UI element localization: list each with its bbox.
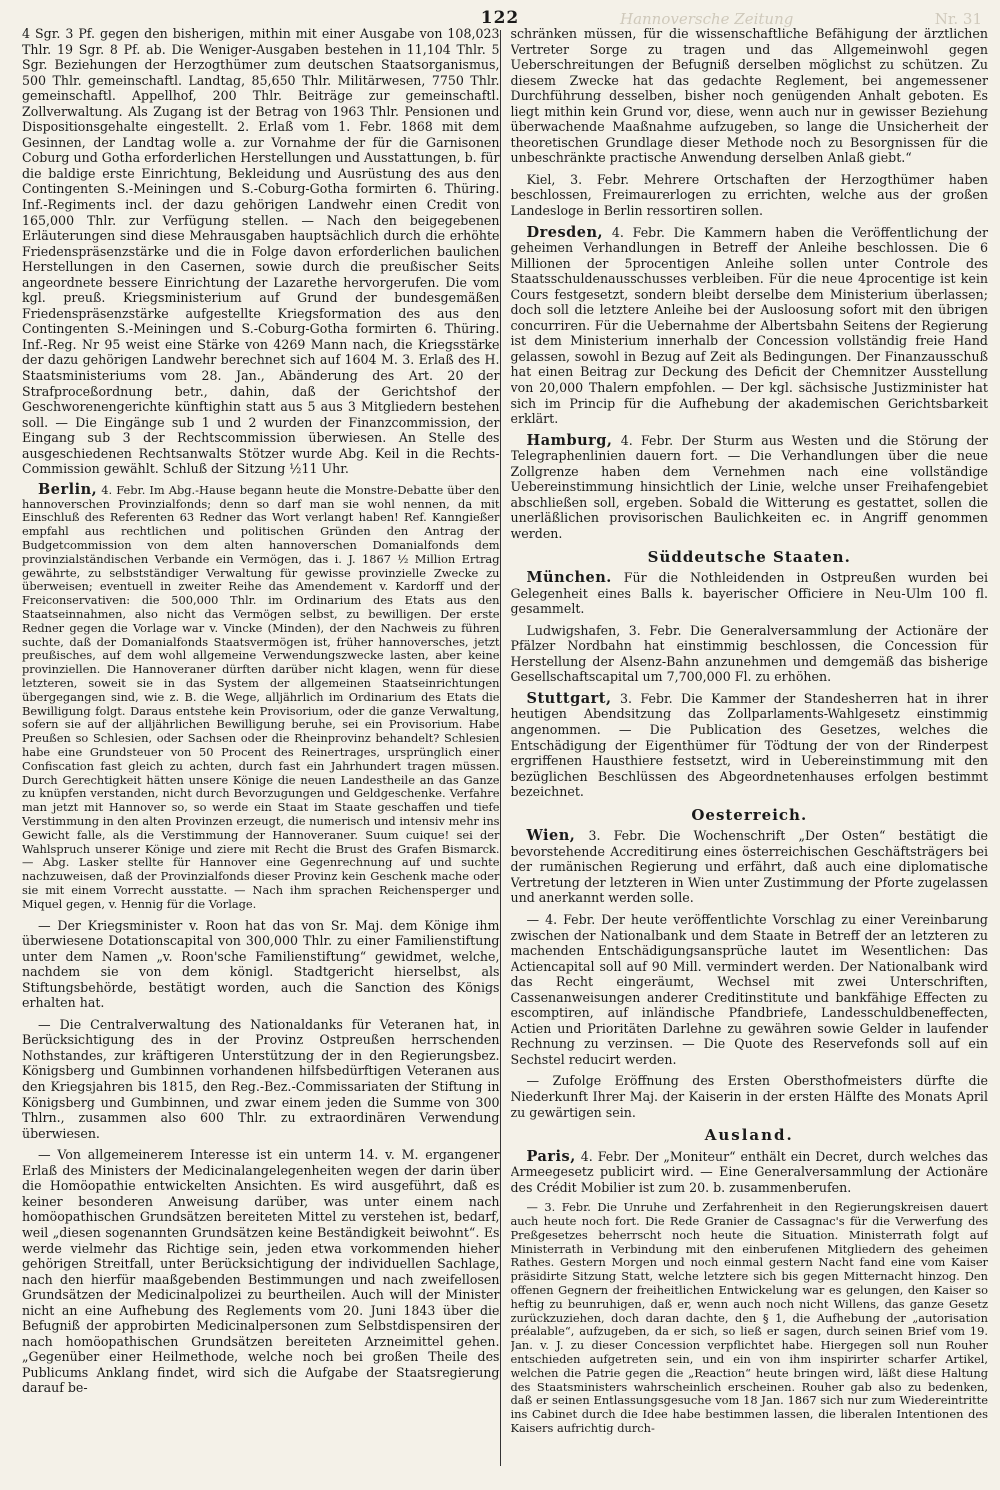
faded-masthead: Hannoversche Zeitung: [620, 10, 794, 28]
article-paris-politics: [511, 1201, 989, 1436]
dateline-wien: Wien,: [526, 827, 576, 845]
article-stuttgart: [511, 691, 989, 800]
article-muenchen: [511, 570, 989, 617]
hamburg-text: 4. Febr. Der Sturm aus Westen und die Störung der Telegraphenlinien dauern fort. — Die Verhandlungen über die neue Zollgrenze haben dem Vernehmen nach eine vollständige Uebereinstimmung hinsichtlich der Linie, welche unser Freihafengebiet abschließen soll, ergeben. Sobald die Witterung es gestattet, sollen die unerläßlichen provisorischen Baulichkeiten ec. in Angriff genommen werden.: [510, 432, 988, 541]
paris-politics-text: — 3. Febr. Die Unruhe und Zerfahrenheit in den Regierungskreisen dauert auch heute noch fort. Die Rede Granier de Cassagnac's für die Verwerfung des Preßgesetzes beherrscht noch heute die Situation. Ministerrath folgt auf Ministerrath in Verbindung mit den einberufenen Mitgliedern des geheimen Rathes. Gestern Morgen und noch einmal gestern Nacht fand eine vom Kaiser präsidirte Sitzung Statt, welche letztere sich bis gegen Mitternacht hinzog. Den offenen Gegnern der freiheitlichen Entwickelung war es gelungen, den Kaiser so heftig zu beunruhigen, daß er, wenn auch noch nicht Willens, das ganze Gesetz zurückzuziehen, doch daran dachte, den § 1, die Aufhebung der „autorisation préalable“, aufzugeben, da er sich, so ließ er sagen, durch seinen Brief vom 19. Jan. v. J. zu dieser Concession verpflichtet habe. Hiergegen soll nun Rouher entschieden aufgetreten sein, und ein von ihm inspirirter scharfer Artikel, welchen die Patrie gegen die „Reaction“ heute bringen wird, läßt diese Haltung des Staatsministers wahrscheinlich erscheinen. Rouher gab also zu bedenken, daß er seinen Entlassungsgesuche vom 18 Jan. 1867 sich nur zum Wiedereintritte ins Cabinet durch die Idee habe bestimmen lassen, die liberalen Intentionen des Kaisers aufrichtig durch-: [510, 1200, 988, 1436]
section-heading-ausland: Ausland.: [704, 1126, 794, 1145]
dateline-hamburg: Hamburg,: [526, 431, 613, 449]
wien-text: 3. Febr. Die Wochenschrift „Der Osten“ bestätigt die bevorstehende Accreditirung eines österreichischen Geschäftsträgers bei der rumänischen Regierung und erfährt, daß auch eine diplomatische Vertretung der letzteren in Wien unter Zustimmung der Pforte zugelassen und anerkannt werden solle.: [510, 828, 988, 906]
dateline-paris: Paris,: [526, 1147, 576, 1165]
left-column: [22, 26, 500, 1486]
right-column: [511, 26, 989, 1486]
dresden-text: 4. Febr. Die Kammern haben die Veröffentlichung der geheimen Verhandlungen in Betreff der Anleihe beschlossen. Die 6 Millionen der 5procentigen Anleihe sollen unter Controle des Staatsschuldenausschusses verbleiben. Für die neue 4procentige ist kein Cours festgesetzt, sondern bleibt derselbe dem Ministerium überlassen; doch soll die letztere Anleihe bei der Ausloosung sofort mit den übrigen concurriren. Für die Uebernahme der Albertsbahn Seitens der Regierung ist dem Ministerium innerhalb der Concession vollständig freie Hand gelassen, sowohl in Bezug auf Zeit als Bedingungen. Der Finanzausschuß hat einen Beitrag zur Deckung des Deficit der Chemnitzer Ausstellung von 20,000 Thalern empfohlen. — Der kgl. sächsische Justizminister hat sich im Princip für die Aufhebung der akademischen Gerichtsbarkeit erklärt.: [510, 224, 988, 427]
dateline-dresden: Dresden,: [526, 223, 604, 241]
article-roon: — Der Kriegsminister v. Roon hat das von Sr. Maj. dem Könige ihm überwiesene Dotationscapital von 300,000 Thlr. zu einer Familienstiftung unter dem Namen „v. Roon'sche Familienstiftung“ gewidmet, welche, nachdem sie von dem königl. Stadtgericht hierselbst, als Stiftungsbehörde, bestätigt worden, auch die Sanction des Königs erhalten hat.: [22, 917, 500, 1011]
article-ludwigshafen: Ludwigshafen, 3. Febr. Die Generalversammlung der Actionäre der Pfälzer Nordbahn hat einstimmig beschlossen, die Concession für Herstellung der Alsenz-Bahn anzunehmen und demgemäß das bisherige Gesellschaftscapital um 7,700,000 Fl. zu erhöhen.: [510, 622, 988, 685]
article-kiel: Kiel, 3. Febr. Mehrere Ortschaften der Herzogthümer haben beschlossen, Freimaurerlogen zu errichten, welche aus der großen Landesloge in Berlin ressortiren sollen.: [510, 171, 988, 219]
article-hamburg: [511, 433, 989, 542]
article-paris: [511, 1149, 989, 1196]
article-landtag-continued: 4 Sgr. 3 Pf. gegen den bisherigen, mithin mit einer Ausgabe von 108,023 Thlr. 19 Sgr. 8 Pf. ab. Die Weniger-Ausgaben bestehen in 11,104 Thlr. 5 Sgr. Beziehungen der Herzogthümer zum deutschen Staatsorganismus, 500 Thlr. gemeinschaftl. Landtag, 85,650 Thlr. Militärwesen, 7750 Thlr. gemeinschaftl. Appellhof, 200 Thlr. Beiträge zur gemeinschaftl. Zollverwaltung. Als Zugang ist der Betrag von 1963 Thlr. Pensionen und Dispositionsgehalte eingestellt. 2. Erlaß vom 1. Febr. 1868 mit dem Gesinnen, der Landtag wolle a. zur Vornahme der für die Garnisonen Coburg und Gotha erforderlichen Herstellungen und Ausstattungen, b. für die baldige erste Einrichtung, Bekleidung und Ausrüstung des aus den Contingenten S.-Meiningen und S.-Coburg-Gotha formirten 6. Thüring. Inf.-Regiments incl. der dazu gehörigen Landwehr einen Credit von 165,000 Thlr. zur Verfügung stellen. — Nach den beigegebenen Erläuterungen sind diese Mehrausgaben hauptsächlich durch die erhöhte Friedenspräsenzstärke und die in Folge davon erforderlichen baulichen Herstellungen in den Casernen, sowie durch die preußischer Seits angeordnete bessere Einrichtung der Lazarethe hervorgerufen. Die vom kgl. preuß. Kriegsministerium auf Grund der bundesgemäßen Friedenspräsenzstärke aufgestellte Kriegsformation des aus den Contingenten S.-Meiningen und S.-Coburg-Gotha formirten 6. Thüring. Inf.-Reg. Nr 95 weist eine Stärke von 4269 Mann nach, die Kriegsstärke der dazu gehörigen Landwehr berechnet sich auf 1604 M. 3. Erlaß des H. Staatsministeriums vom 28. Jan., Abänderung des Art. 20 der Strafproceßordnung betr., dahin, daß der Gerichtshof der Geschworenengerichte künftighin statt aus 5 aus 3 Mitgliedern bestehen soll. — Die Eingänge sub 1 und 2 wurden der Finanzcommission, der Eingang sub 3 der Rechtscommission überwiesen. An Stelle des ausgeschiedenen Rechtsanwalts Stötzer wurde Abg. Keil in die Rechts-Commission gewählt. Schluß der Sitzung ½11 Uhr.: [22, 26, 500, 477]
article-wien-kaiserin: — Zufolge Eröffnung des Ersten Obersthofmeisters dürfte die Niederkunft Ihrer Maj. der Kaiserin in der ersten Hälfte des Monats April zu gewärtigen sein.: [510, 1073, 988, 1120]
columns: [22, 26, 988, 1486]
page-number: 122: [480, 8, 520, 28]
article-wien-nationalbank: — 4. Febr. Der heute veröffentlichte Vorschlag zu einer Vereinbarung zwischen der Nationalbank und dem Staate in Betreff der an letzteren zu machenden Entschädigungsansprüche lautet im Wesentlichen: Das Actiencapital soll auf 90 Mill. vermindert werden. Der Nationalbank wird das Recht eingeräumt, Wechsel mit zwei Unterschriften, Cassenanweisungen anderer Creditinstitute und bankfähige Effecten zu escomptiren, auf inländische Pfandbriefe, Landesschuldbeneffecten, Actien und Prioritäten Darlehne zu gewähren sowie Gelder in laufender Rechnung zu verzinsen. — Die Quote des Reservefonds soll auf ein Sechstel reducirt werden.: [510, 911, 988, 1067]
muenchen-text: Für die Nothleidenden in Ostpreußen wurden bei Gelegenheit eines Balls k. bayerischer Officiere in Neu-Ulm 100 fl. gesammelt.: [510, 570, 988, 617]
page-header: [0, 6, 1000, 30]
article-dresden: [511, 225, 989, 427]
article-berlin: [22, 480, 500, 912]
stuttgart-text: 3. Febr. Die Kammer der Standesherren hat in ihrer heutigen Abendsitzung das Zollparlaments-Wahlgesetz einstimmig angenommen. — Die Publication des Gesetzes, welches die Entschädigung der Eigenthümer für Tödtung der von der Rinderpest ergriffenen Hausthiere festsetzt, wird in Uebereinstimmung mit den bezüglichen Beschlüssen des Abgeordnetenhauses erfolgen bestimmt bezeichnet.: [510, 690, 988, 800]
faded-issue-number: Nr. 31: [934, 10, 982, 28]
article-wien: [511, 828, 989, 906]
berlin-text: 4. Febr. Im Abg.-Hause begann heute die Monstre-Debatte über den hannoverschen Provinzialfonds; denn so darf man sie wohl nennen, da mit Einschluß des Referenten 63 Redner das Wort verlangt haben! Ref. Kanngießer empfahl aus rechtlichen und politischen Gründen den Antrag der Budgetcommission von dem alten hannoverschen Domanialfonds dem provinzialständischen Verbande ein Vermögen, das i. J. 1867 ½ Million Ertrag gewährte, zu selbstständiger Verwaltung für gewisse provinzielle Zwecke zu überweisen; eventuell in zweiter Reihe das Amendement v. Kardorff und der Freiconservativen: die 500,000 Thlr. im Ordinarium des Etats aus den Staatseinnahmen, also nicht das Vermögen selbst, zu bewilligen. Der erste Redner gegen die Vorlage war v. Vincke (Minden), der den Nachweis zu führen suchte, daß der Domanialfonds Staatsvermögen ist, früher hannoversches, jetzt preußisches, auf dem wohl allgemeine Verwendungszwecke lasten, aber keine provinziellen. Die Hannoveraner dürften darüber nicht klagen, wenn für diese letzteren, soweit sie in das System der allgemeinen Staatseinrichtungen übergegangen sind, wie z. B. die Wege, alljährlich im Ordinarium des Etats die Bewilligung folgt. Daraus entstehe kein Provisorium, oder die ganze Verwaltung, sofern sie auf der alljährlichen Bewilligung beruhe, sei ein Provisorium. Habe Preußen so Schlesien, oder Sachsen oder die Rheinprovinz behandelt? Schlesien habe eine Grundsteuer von 50 Procent des Reinertrages, ursprünglich einer Confiscation fast gleich zu achten, durch fast ein Jahrhundert tragen müssen. Durch Gerechtigkeit hätten unsere Könige die neuen Landestheile an das Ganze zu knüpfen verstanden, nicht durch Bevorzugungen und Geldgeschenke. Verfahre man jetzt mit Hannover so, so werde ein Staat im Staate geschaffen und tiefe Verstimmung in den alten Provinzen erzeugt, die numerisch und intensiv mehr ins Gewicht falle, als die Verstimmung der Hannoveraner. Suum cuique! sei der Wahlspruch unserer Könige und ziere mit Recht die Brust des Grafen Bismarck. — Abg. Lasker stellte für Hannover eine Gegenrechnung auf und suchte nachzuweisen, daß der Provinzialfonds dieser Provinz kein Geschenk mache oder sie mit einem Vorrecht ausstatte. — Nach ihm sprachen Reichensperger und Miquel gegen, v. Hennig für die Vorlage.: [22, 482, 500, 911]
dateline-berlin: Berlin,: [38, 480, 98, 498]
article-homoeopathy: — Von allgemeinerem Interesse ist ein unterm 14. v. M. ergangener Erlaß des Ministers der Medicinalangelegenheiten wegen der darin über die Homöopathie entwickelten Ansichten. Es wird ausgeführt, daß es keiner besonderen Anweisung darüber, was unter einem nach homöopathischen Grundsätzen bereiteten Mittel zu verstehen ist, bedarf, weil „diesen sogenannten Grundsätzen keine Beständigkeit beiwohnt“. Es werde vielmehr das Richtige sein, jeden etwa vorkommenden hieher gehörigen Streitfall, unter Berücksichtigung der individuellen Sachlage, nach den hierfür maaßgebenden Bestimmungen und nach zweifellosen Grundsätzen der Medicinalpolizei zu beurtheilen. Auch will der Minister nicht an eine Aufhebung des Reglements vom 20. Juni 1843 über die Befugniß der approbirten Medicinalpersonen zum Selbstdispensiren der nach homöopathischen Grundsätzen bereiteten Arzneimittel gehen. „Gegenüber einer Heilmethode, welche noch bei großen Theile des Publicums Anklang findet, wird sich die Aufgabe der Staatsregierung darauf be-: [22, 1147, 500, 1396]
dateline-muenchen: München.: [526, 569, 612, 587]
paris-text: 4. Febr. Der „Moniteur“ enthält ein Decret, durch welches das Armeegesetz publicirt wird. — Eine Generalversammlung der Actionäre des Crédit Mobilier ist zum 20. b. zusammenberufen.: [510, 1148, 988, 1195]
article-veterans: — Die Centralverwaltung des Nationaldanks für Veteranen hat, in Berücksichtigung des in der Provinz Ostpreußen herrschenden Nothstandes, zur kräftigeren Unterstützung der in den Regierungsbez. Königsberg und Gumbinnen vorhandenen hilfsbedürftigen Veteranen aus den Kriegsjahren bis 1815, den Reg.-Bez.-Commissariaten der Stiftung in Königsberg und Gumbinnen, und zwar einem jeden die Summe von 300 Thlrn., zusammen also 600 Thlr. zu extraordinären Verwendung überwiesen.: [22, 1016, 500, 1141]
section-heading-sueddeutsche: Süddeutsche Staaten.: [647, 547, 851, 566]
column-divider: [500, 30, 501, 1466]
section-heading-oesterreich: Oesterreich.: [691, 805, 808, 824]
article-homoeopathy-continued: schränken müssen, für die wissenschaftliche Befähigung der ärztlichen Vertreter Sorge zu tragen und das Allgemeinwohl gegen Ueberschreitungen der Befugniß derselben möglichst zu schützen. Zu diesem Zwecke hat das gedachte Reglement, bei angemessener Durchführung desselben, bisher noch genügenden Anhalt geboten. Es liegt mithin kein Grund vor, diese, wenn auch nur in gewisser Beziehung überwachende Maaßnahme aufzugeben, so lange die Unsicherheit der theoretischen Grundlage dieser Methode noch zu Besorgnissen für die unbeschränkte practische Anwendung derselben Anlaß giebt.“: [510, 26, 988, 166]
dateline-stuttgart: Stuttgart,: [526, 689, 612, 707]
